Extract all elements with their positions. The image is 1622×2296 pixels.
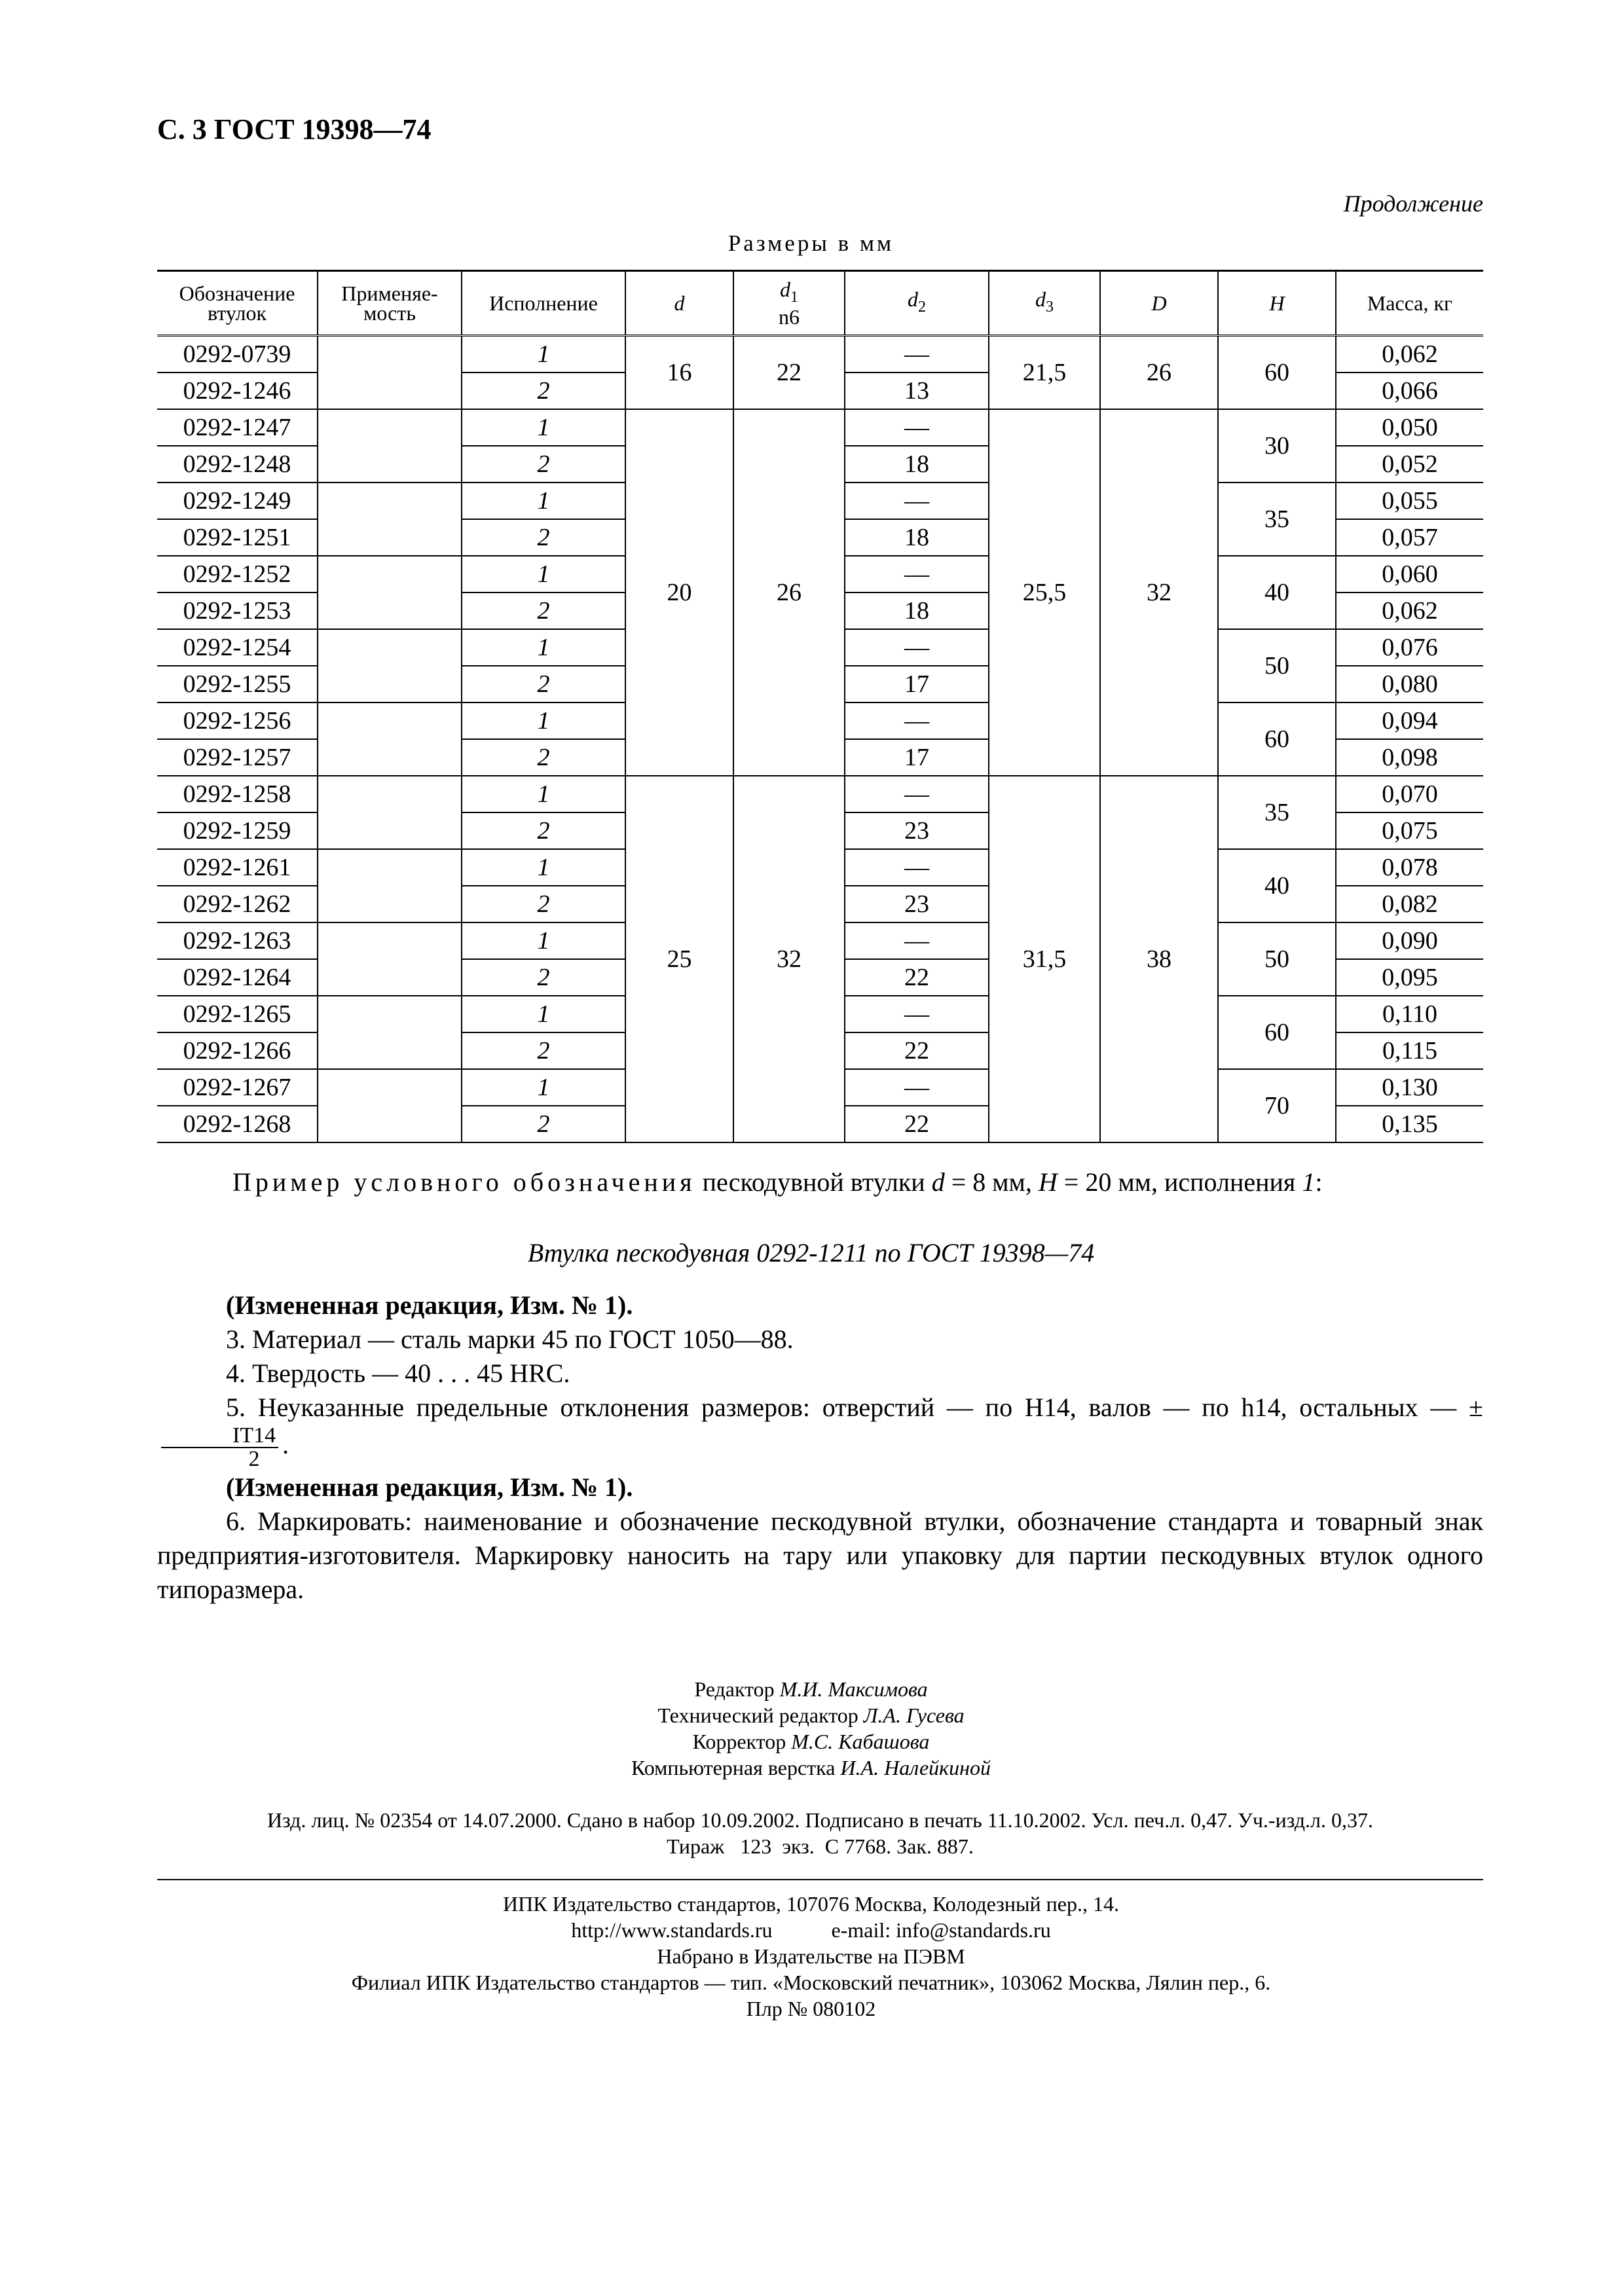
credit-line	[0, 1755, 1622, 1781]
credits-block	[0, 1676, 1622, 1781]
cell-mass: 0,076	[1336, 629, 1483, 666]
col-d: d	[625, 271, 733, 336]
publisher-line-1: ИПК Издательство стандартов, 107076 Москва, Колодезный пер., 14.	[503, 1892, 1119, 1916]
cell-mass: 0,057	[1336, 519, 1483, 556]
table-row	[157, 336, 1483, 373]
cell-mass: 0,060	[1336, 556, 1483, 592]
cell-d2: —	[845, 776, 989, 812]
cell-mass: 0,130	[1336, 1069, 1483, 1106]
cell-applicability	[318, 996, 462, 1032]
cell-designation: 0292-1266	[157, 1032, 318, 1069]
cell-d: 20	[625, 409, 733, 776]
paragraph-6: 6. Маркировать: наименование и обозначение пескодувной втулки, обозначение стандарта и товарный знак предприятия-изготовителя. Маркировку наносить на тару или упаковку для партии пескодувных втулок одного типоразмера.	[157, 1506, 1483, 1604]
cell-d2: —	[845, 922, 989, 959]
tolerance-fraction	[161, 1425, 278, 1470]
cell-d3: 25,5	[989, 409, 1100, 776]
cell-applicability	[318, 592, 462, 629]
cell-mass: 0,098	[1336, 739, 1483, 776]
cell-applicability	[318, 483, 462, 519]
cell-applicability	[318, 739, 462, 776]
cell-variant: 1	[462, 996, 625, 1032]
cell-d3: 21,5	[989, 336, 1100, 410]
publisher-line-5: Плр № 080102	[746, 1997, 876, 2020]
example-lead: Пример условного обозначения	[232, 1167, 696, 1197]
cell-variant: 1	[462, 776, 625, 812]
paragraph-5-text: 5. Неуказанные предельные отклонения размеров: отверстий — по H14, валов — по h14, остальных — ±	[226, 1393, 1483, 1422]
cell-variant: 2	[462, 592, 625, 629]
cell-H: 60	[1218, 702, 1336, 776]
cell-variant: 2	[462, 666, 625, 702]
cell-d2: 17	[845, 666, 989, 702]
cell-variant: 1	[462, 409, 625, 446]
cell-designation: 0292-1249	[157, 483, 318, 519]
cell-applicability	[318, 886, 462, 922]
cell-d2: —	[845, 702, 989, 739]
cell-variant: 1	[462, 922, 625, 959]
sizes-caption: Размеры в мм	[728, 230, 894, 256]
col-d2: $d_2$	[845, 271, 989, 336]
cell-mass: 0,090	[1336, 922, 1483, 959]
cell-d1: 32	[733, 776, 845, 1142]
cell-mass: 0,135	[1336, 1106, 1483, 1142]
cell-d2: 18	[845, 519, 989, 556]
cell-designation: 0292-1263	[157, 922, 318, 959]
cell-D: 32	[1100, 409, 1218, 776]
cell-applicability	[318, 959, 462, 996]
cell-mass: 0,066	[1336, 373, 1483, 409]
imprint-line-1: Изд. лиц. № 02354 от 14.07.2000. Сдано в набор 10.09.2002. Подписано в печать 11.10.2002. Усл. печ.л. 0,47. Уч.-изд.л. 0,37.	[267, 1808, 1373, 1832]
continuation-label: Продолжение	[1343, 191, 1483, 217]
cell-applicability	[318, 519, 462, 556]
credit-line	[0, 1728, 1622, 1755]
cell-H: 50	[1218, 629, 1336, 702]
cell-applicability	[318, 336, 462, 373]
cell-variant: 2	[462, 886, 625, 922]
col-mass: Масса, кг	[1336, 271, 1483, 336]
cell-applicability	[318, 812, 462, 849]
cell-d2: —	[845, 849, 989, 886]
paragraph-4: 4. Твердость — 40 . . . 45 HRC.	[226, 1358, 570, 1388]
cell-mass: 0,115	[1336, 1032, 1483, 1069]
cell-d1: 26	[733, 409, 845, 776]
cell-mass: 0,080	[1336, 666, 1483, 702]
credit-name: Л.А. Гусева	[863, 1704, 965, 1727]
website-link[interactable]: http://www.standards.ru	[571, 1918, 773, 1942]
cell-H: 35	[1218, 776, 1336, 849]
table-row	[157, 409, 1483, 446]
col-d3: $d_3$	[989, 271, 1100, 336]
cell-mass: 0,070	[1336, 776, 1483, 812]
cell-designation: 0292-1256	[157, 702, 318, 739]
cell-designation: 0292-1264	[157, 959, 318, 996]
cell-designation: 0292-1258	[157, 776, 318, 812]
cell-applicability	[318, 922, 462, 959]
cell-designation: 0292-1247	[157, 409, 318, 446]
cell-mass: 0,078	[1336, 849, 1483, 886]
cell-applicability	[318, 849, 462, 886]
cell-H: 30	[1218, 409, 1336, 483]
col-d1: $d_1$ n6	[733, 271, 845, 336]
cell-designation: 0292-1253	[157, 592, 318, 629]
cell-H: 40	[1218, 849, 1336, 922]
cell-designation: 0292-1254	[157, 629, 318, 666]
cell-d2: —	[845, 556, 989, 592]
cell-variant: 1	[462, 1069, 625, 1106]
cell-designation: 0292-1251	[157, 519, 318, 556]
cell-d2: 17	[845, 739, 989, 776]
cell-applicability	[318, 1032, 462, 1069]
credit-name: М.И. Максимова	[779, 1677, 928, 1701]
col-applicability: Применяе- мость	[318, 271, 462, 336]
cell-mass: 0,075	[1336, 812, 1483, 849]
numbered-paragraphs	[157, 1288, 1483, 1607]
cell-applicability	[318, 373, 462, 409]
cell-d: 25	[625, 776, 733, 1142]
imprint-line-2: Тираж 123 экз. С 7768. Зак. 887.	[667, 1834, 974, 1858]
credit-line	[0, 1702, 1622, 1728]
cell-designation: 0292-1262	[157, 886, 318, 922]
cell-H: 60	[1218, 336, 1336, 410]
cell-designation: 0292-1268	[157, 1106, 318, 1142]
table-header-row	[157, 271, 1483, 336]
cell-d2: 22	[845, 1032, 989, 1069]
cell-designation: 0292-1252	[157, 556, 318, 592]
cell-designation: 0292-1246	[157, 373, 318, 409]
cell-d2: —	[845, 409, 989, 446]
credit-role: Технический редактор	[657, 1704, 858, 1727]
credit-name: М.С. Кабашова	[791, 1730, 930, 1753]
cell-d2: —	[845, 336, 989, 373]
cell-designation: 0292-1248	[157, 446, 318, 483]
publisher-line-4: Филиал ИПК Издательство стандартов — тип. «Московский печатник», 103062 Москва, Лялин пер., 6.	[351, 1971, 1271, 1994]
cell-variant: 2	[462, 959, 625, 996]
cell-designation: 0292-1265	[157, 996, 318, 1032]
publisher-contacts	[0, 1917, 1622, 1943]
cell-applicability	[318, 666, 462, 702]
bushing-table	[157, 270, 1483, 1143]
cell-designation: 0292-1255	[157, 666, 318, 702]
cell-variant: 1	[462, 483, 625, 519]
example-text: пескодувной втулки d = 8 мм, H = 20 мм, исполнения 1:	[695, 1167, 1323, 1197]
cell-D: 26	[1100, 336, 1218, 410]
cell-mass: 0,095	[1336, 959, 1483, 996]
cell-mass: 0,050	[1336, 409, 1483, 446]
cell-applicability	[318, 1106, 462, 1142]
cell-variant: 2	[462, 1106, 625, 1142]
cell-variant: 2	[462, 739, 625, 776]
amendment-note-2: (Измененная редакция, Изм. № 1).	[226, 1472, 633, 1502]
cell-d2: —	[845, 996, 989, 1032]
credit-role: Компьютерная верстка	[631, 1756, 836, 1779]
cell-applicability	[318, 702, 462, 739]
cell-designation: 0292-0739	[157, 336, 318, 373]
cell-variant: 1	[462, 702, 625, 739]
publisher-block	[0, 1891, 1622, 2022]
col-H: H	[1218, 271, 1336, 336]
example-designation: Втулка пескодувная 0292-1211 по ГОСТ 19398—74	[527, 1238, 1095, 1267]
cell-variant: 2	[462, 373, 625, 409]
cell-applicability	[318, 446, 462, 483]
cell-d2: —	[845, 483, 989, 519]
cell-d2: 23	[845, 886, 989, 922]
cell-H: 40	[1218, 556, 1336, 629]
cell-mass: 0,110	[1336, 996, 1483, 1032]
col-D: D	[1100, 271, 1218, 336]
cell-mass: 0,062	[1336, 336, 1483, 373]
credit-line	[0, 1676, 1622, 1702]
cell-variant: 2	[462, 519, 625, 556]
cell-D: 38	[1100, 776, 1218, 1142]
cell-applicability	[318, 1069, 462, 1106]
cell-applicability	[318, 409, 462, 446]
cell-H: 35	[1218, 483, 1336, 556]
cell-d1: 22	[733, 336, 845, 410]
cell-d2: —	[845, 1069, 989, 1106]
col-designation: Обозначение втулок	[157, 271, 318, 336]
cell-H: 70	[1218, 1069, 1336, 1142]
cell-mass: 0,094	[1336, 702, 1483, 739]
cell-H: 50	[1218, 922, 1336, 996]
imprint-block	[157, 1807, 1483, 1859]
amendment-note-1: (Измененная редакция, Изм. № 1).	[226, 1290, 633, 1320]
cell-H: 60	[1218, 996, 1336, 1069]
cell-variant: 1	[462, 849, 625, 886]
cell-variant: 2	[462, 1032, 625, 1069]
cell-applicability	[318, 556, 462, 592]
cell-mass: 0,062	[1336, 592, 1483, 629]
cell-designation: 0292-1259	[157, 812, 318, 849]
publisher-line-3: Набрано в Издательстве на ПЭВМ	[657, 1944, 965, 1968]
fraction-numerator: IT14	[161, 1425, 278, 1448]
paragraph-5: 5. Неуказанные предельные отклонения размеров: отверстий — по H14, валов — по h14, остальных — ± $\frac{IT14}{2}$ .	[157, 1391, 1483, 1470]
cell-d2: 18	[845, 446, 989, 483]
col-variant: Исполнение	[462, 271, 625, 336]
credit-role: Корректор	[692, 1730, 786, 1753]
fraction-denominator: 2	[248, 1447, 260, 1471]
cell-applicability	[318, 629, 462, 666]
cell-d3: 31,5	[989, 776, 1100, 1142]
cell-designation: 0292-1267	[157, 1069, 318, 1106]
cell-variant: 2	[462, 446, 625, 483]
page-header: С. 3 ГОСТ 19398—74	[157, 113, 432, 145]
cell-d2: 18	[845, 592, 989, 629]
cell-variant: 1	[462, 336, 625, 373]
paragraph-3: 3. Материал — сталь марки 45 по ГОСТ 1050—88.	[226, 1324, 794, 1354]
cell-mass: 0,082	[1336, 886, 1483, 922]
cell-designation: 0292-1257	[157, 739, 318, 776]
example-paragraph	[157, 1165, 1483, 1199]
credit-name: И.А. Налейкиной	[840, 1756, 991, 1779]
cell-mass: 0,052	[1336, 446, 1483, 483]
credit-role: Редактор	[694, 1677, 775, 1701]
divider	[157, 1879, 1483, 1880]
cell-d2: —	[845, 629, 989, 666]
cell-d2: 13	[845, 373, 989, 409]
cell-d2: 22	[845, 1106, 989, 1142]
cell-variant: 2	[462, 812, 625, 849]
table-row	[157, 776, 1483, 812]
cell-d2: 23	[845, 812, 989, 849]
cell-d2: 22	[845, 959, 989, 996]
cell-applicability	[318, 776, 462, 812]
cell-mass: 0,055	[1336, 483, 1483, 519]
cell-variant: 1	[462, 556, 625, 592]
cell-variant: 1	[462, 629, 625, 666]
email-link[interactable]: e-mail: info@standards.ru	[831, 1918, 1051, 1942]
cell-d: 16	[625, 336, 733, 410]
cell-designation: 0292-1261	[157, 849, 318, 886]
